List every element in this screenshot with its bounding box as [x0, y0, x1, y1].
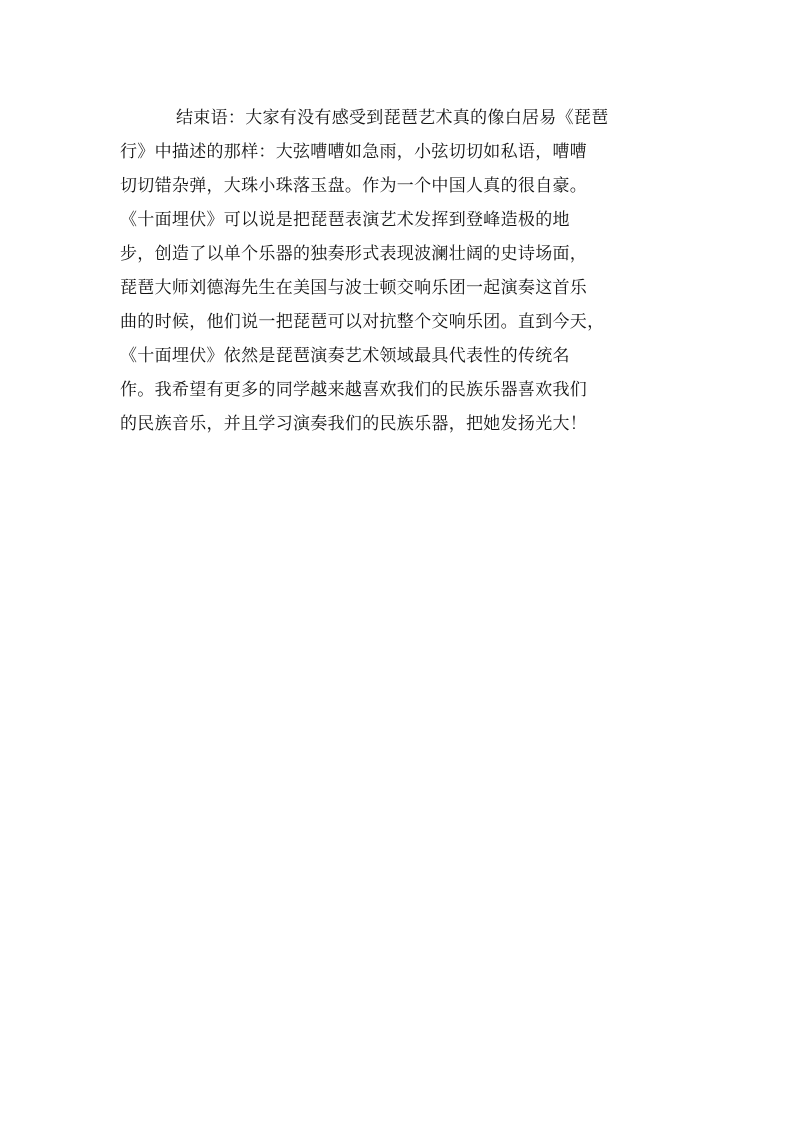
paragraph-line-10: 的民族音乐，并且学习演奏我们的民族乐器，把她发扬光大！ — [120, 414, 588, 434]
closing-paragraph — [120, 101, 680, 441]
paragraph-line-8: 《十面埋伏》依然是琵琶演奏艺术领域最具代表性的传统名 — [120, 346, 570, 366]
paragraph-line-3: 切切错杂弹，大珠小珠落玉盘。作为一个中国人真的很自豪。 — [120, 176, 588, 196]
paragraph-line-4: 《十面埋伏》可以说是把琵琶表演艺术发挥到登峰造极的地 — [120, 210, 570, 230]
paragraph-line-7: 曲的时候，他们说一把琵琶可以对抗整个交响乐团。直到今天， — [120, 312, 605, 332]
paragraph-line-5: 步，创造了以单个乐器的独奏形式表现波澜壮阔的史诗场面， — [120, 244, 588, 264]
paragraph-line-6: 琵琶大师刘德海先生在美国与波士顿交响乐团一起演奏这首乐 — [120, 278, 588, 298]
paragraph-line-1: 结束语：大家有没有感受到琵琶艺术真的像白居易《琵琶 — [176, 108, 609, 128]
paragraph-line-9: 作。我希望有更多的同学越来越喜欢我们的民族乐器喜欢我们 — [120, 380, 588, 400]
paragraph-line-2: 行》中描述的那样：大弦嘈嘈如急雨，小弦切切如私语，嘈嘈 — [120, 142, 588, 162]
